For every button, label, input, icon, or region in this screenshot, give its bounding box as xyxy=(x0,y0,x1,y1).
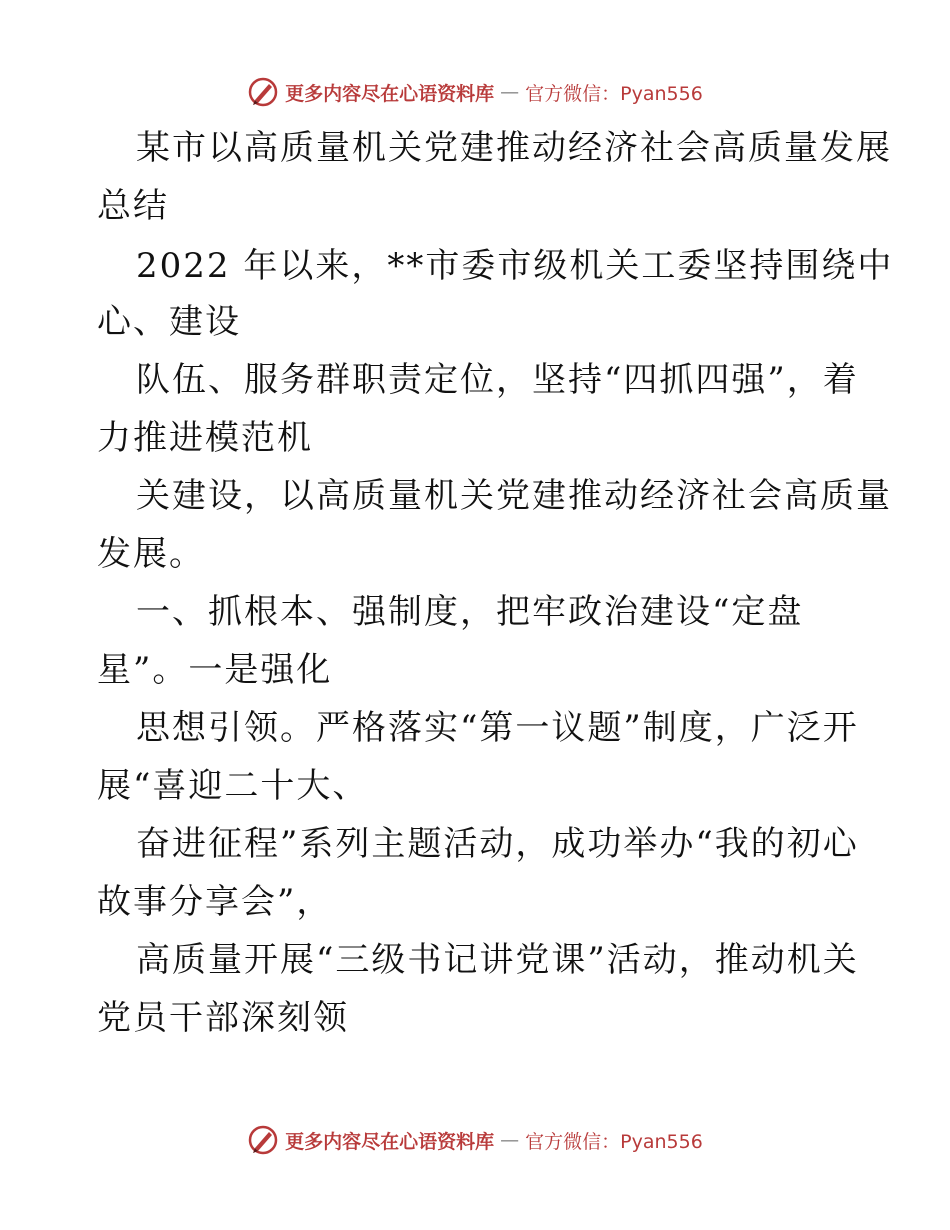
text-line: 故事分享会”， xyxy=(97,882,333,922)
banner-wechat-text: 官方微信：Pyan556 xyxy=(525,1130,703,1153)
banner-dash: — xyxy=(500,1129,520,1151)
text-line: 总结 xyxy=(97,186,169,226)
text-line: 关建设，以高质量机关党建推动经济社会高质量 xyxy=(136,476,892,516)
text-line: 力推进模范机 xyxy=(97,418,313,458)
text-line: 一、抓根本、强制度，把牢政治建设“定盘 xyxy=(136,592,804,632)
text-line: 队伍、服务群职责定位，坚持“四抓四强”，着 xyxy=(136,360,859,400)
pen-logo-icon xyxy=(247,1124,279,1156)
footer-banner xyxy=(0,1120,950,1160)
text-line: 某市以高质量机关党建推动经济社会高质量发展 xyxy=(136,128,892,168)
text-line: 星”。一是强化 xyxy=(97,650,333,690)
text-line: 发展。 xyxy=(97,534,205,574)
text-line: 奋进征程”系列主题活动，成功举办“我的初心 xyxy=(136,824,859,864)
pen-logo-icon xyxy=(247,76,279,108)
banner-dash: — xyxy=(500,81,520,103)
text-line: 展“喜迎二十大、 xyxy=(97,766,369,806)
text-line: 高质量开展“三级书记讲党课”活动，推动机关 xyxy=(136,940,859,980)
banner-wechat-text: 官方微信：Pyan556 xyxy=(525,82,703,105)
banner-brand-text: 更多内容尽在心语资料库 xyxy=(285,82,495,105)
text-line: 2022 年以来，**市委市级机关工委坚持围绕中 xyxy=(136,246,894,286)
header-banner xyxy=(0,72,950,112)
text-line: 思想引领。严格落实“第一议题”制度，广泛开 xyxy=(136,708,859,748)
text-line: 心、建设 xyxy=(97,302,241,342)
text-line: 党员干部深刻领 xyxy=(97,998,349,1038)
banner-brand-text: 更多内容尽在心语资料库 xyxy=(285,1130,495,1153)
